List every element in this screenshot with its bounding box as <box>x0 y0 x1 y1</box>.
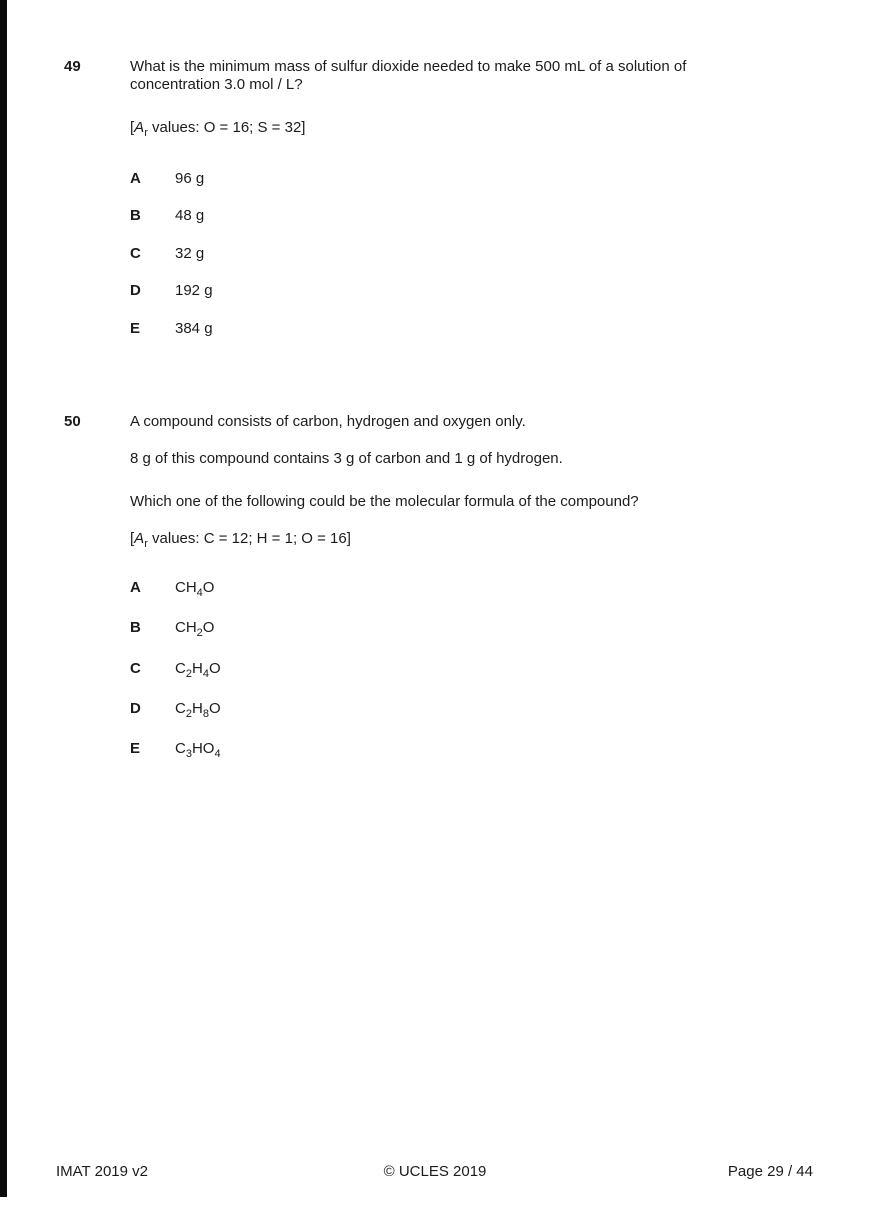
option-letter: B <box>130 207 141 225</box>
options-list <box>130 170 770 338</box>
ar-values-text: values: C = 12; H = 1; O = 16] <box>147 530 351 547</box>
question-content <box>130 413 770 780</box>
options-list <box>130 579 770 760</box>
option-value: 32 g <box>175 244 205 262</box>
option-value: 192 g <box>175 282 213 300</box>
question-number: 49 <box>64 58 81 75</box>
question-paragraph: 8 g of this compound contains 3 g of carbon and 1 g of hydrogen. <box>130 450 563 467</box>
option-letter: D <box>130 282 141 300</box>
question-paragraph: Which one of the following could be the molecular formula of the compound? <box>130 493 639 510</box>
footer-copyright: © UCLES 2019 <box>383 1163 487 1180</box>
question-number: 50 <box>64 413 81 430</box>
ar-values-text: values: O = 16; S = 32] <box>147 119 306 136</box>
question-stem-line: concentration 3.0 mol / L? <box>130 76 303 93</box>
option-row-e <box>130 740 770 760</box>
question-content <box>130 58 770 357</box>
ar-subscript: r <box>144 127 148 139</box>
option-formula: $C_2H_4O$ <box>175 659 221 680</box>
footer-page-number: Page 29 / 44 <box>727 1163 813 1180</box>
option-row-e <box>130 320 770 338</box>
scan-edge-artifact <box>0 0 7 1197</box>
option-value: 384 g <box>175 319 213 337</box>
ar-symbol: A <box>134 119 145 136</box>
option-row-d <box>130 700 770 720</box>
footer-document-id: IMAT 2019 v2 <box>56 1163 148 1180</box>
option-letter: C <box>130 244 141 262</box>
option-row-a <box>130 579 770 599</box>
option-row-b <box>130 619 770 639</box>
option-letter: C <box>130 659 141 677</box>
ar-subscript: r <box>144 538 148 550</box>
option-letter: D <box>130 699 141 717</box>
option-formula: $C_2H_8O$ <box>175 699 221 720</box>
option-row-d <box>130 282 770 300</box>
ar-open-bracket: [ <box>130 119 135 136</box>
question-stem-line: What is the minimum mass of sulfur dioxide needed to make 500 mL of a solution of <box>130 58 687 75</box>
option-row-a <box>130 170 770 188</box>
option-value: 48 g <box>175 207 205 225</box>
option-formula: $CH_4O$ <box>175 579 215 599</box>
option-letter: B <box>130 619 141 637</box>
question-paragraph: A compound consists of carbon, hydrogen and oxygen only. <box>130 413 526 430</box>
option-letter: E <box>130 319 141 337</box>
option-row-b <box>130 207 770 225</box>
option-value: 96 g <box>175 170 205 187</box>
ar-symbol: A <box>134 530 145 547</box>
option-row-c <box>130 245 770 263</box>
option-formula: $CH_2O$ <box>175 619 215 640</box>
option-formula: $C_3HO_4$ <box>175 740 221 761</box>
ar-open-bracket: [ <box>130 530 135 547</box>
option-letter: A <box>130 579 141 596</box>
ar-values-note <box>130 119 770 137</box>
ar-values-note <box>130 530 770 548</box>
option-letter: A <box>130 170 141 187</box>
option-letter: E <box>130 740 141 758</box>
option-row-c <box>130 660 770 680</box>
